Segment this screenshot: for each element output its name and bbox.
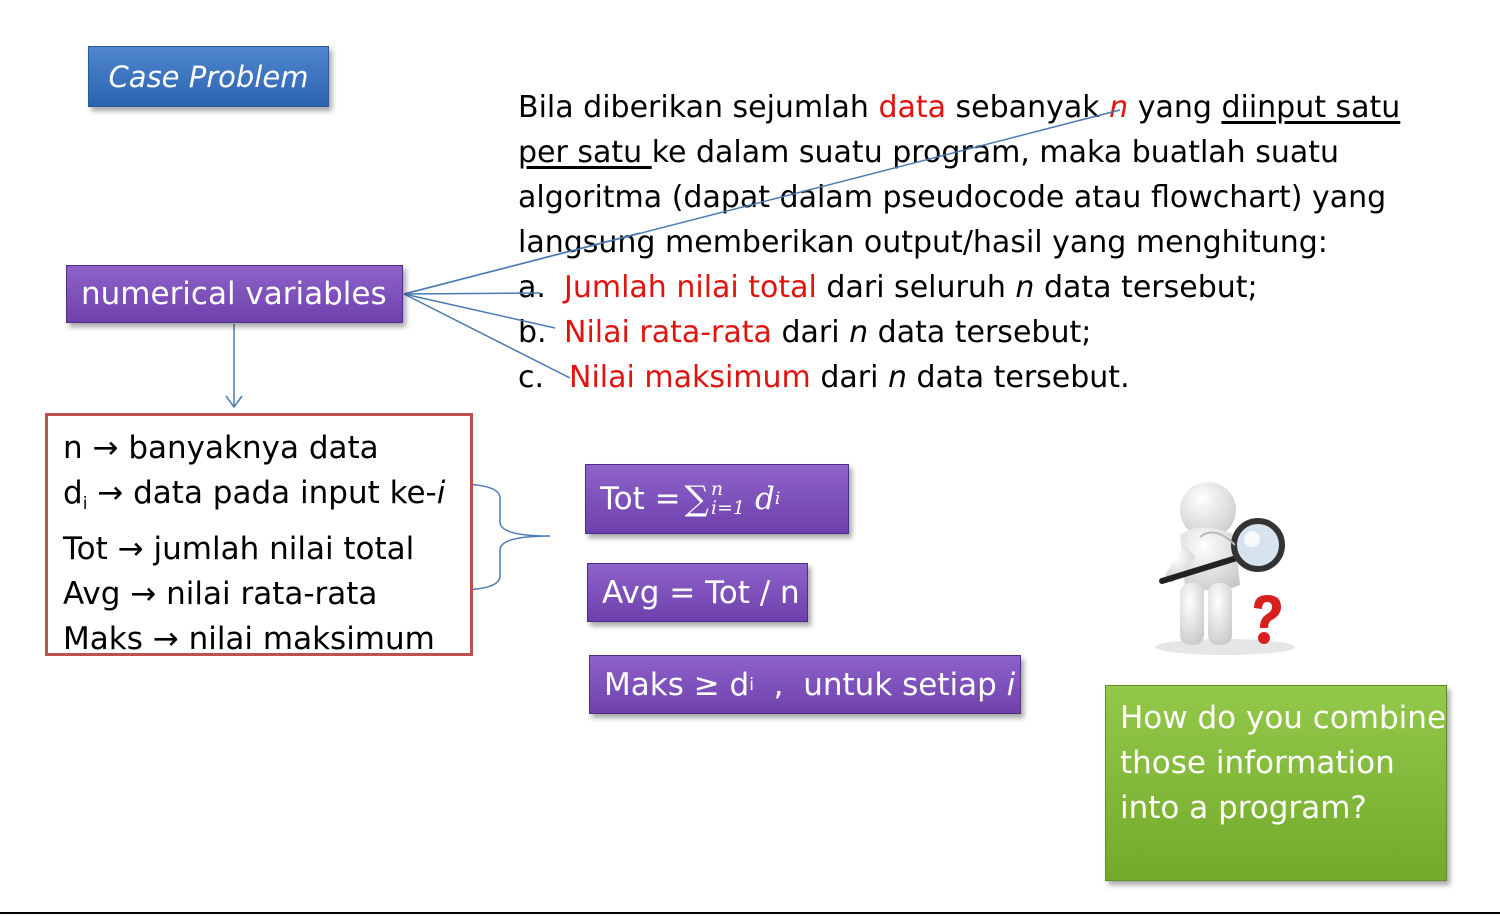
question-mark-icon <box>1246 592 1288 648</box>
variable-tot: Tot → jumlah nilai total <box>63 530 415 567</box>
problem-item-a: a. Jumlah nilai total dari seluruh n data tersebut; <box>518 270 1258 305</box>
magnifying-glass-figure-icon <box>1140 465 1315 660</box>
avg-formula-box: Avg = Tot / n <box>587 563 808 622</box>
problem-item-c: c. Nilai maksimum dari n data tersebut. <box>518 360 1130 395</box>
variable-avg: Avg → nilai rata-rata <box>63 575 378 612</box>
question-box: How do you combine those information into a program? <box>1105 685 1447 881</box>
problem-intro: Bila diberikan sejumlah data sebanyak n yang diinput satu per satu ke dalam suatu program, maka buatlah suatu algoritma (dapat dalam pseudocode atau flowchart) yang langsung memberikan output/hasil yang menghitung: <box>518 90 1401 260</box>
numerical-variables-box: numerical variables <box>66 265 403 323</box>
variable-n: n → banyaknya data <box>63 430 379 466</box>
case-problem-title: Case Problem <box>88 46 329 107</box>
variables-list <box>45 413 473 656</box>
tot-formula-box: Tot = ∑ n i=1 d i <box>585 464 849 534</box>
problem-statement <box>518 85 1458 400</box>
problem-item-b: b. Nilai rata-rata dari n data tersebut; <box>518 315 1092 350</box>
maks-formula-box: Maks ≥ d i , untuk setiap i <box>589 655 1021 714</box>
data-keyword: data <box>878 90 947 125</box>
variable-di: $d_i$ → data pada input ke-i <box>63 475 446 514</box>
n-keyword: n <box>1109 90 1129 125</box>
arrow-down-head <box>226 396 242 407</box>
bottom-divider <box>0 912 1500 914</box>
variable-maks: Maks → nilai maksimum <box>63 620 435 657</box>
